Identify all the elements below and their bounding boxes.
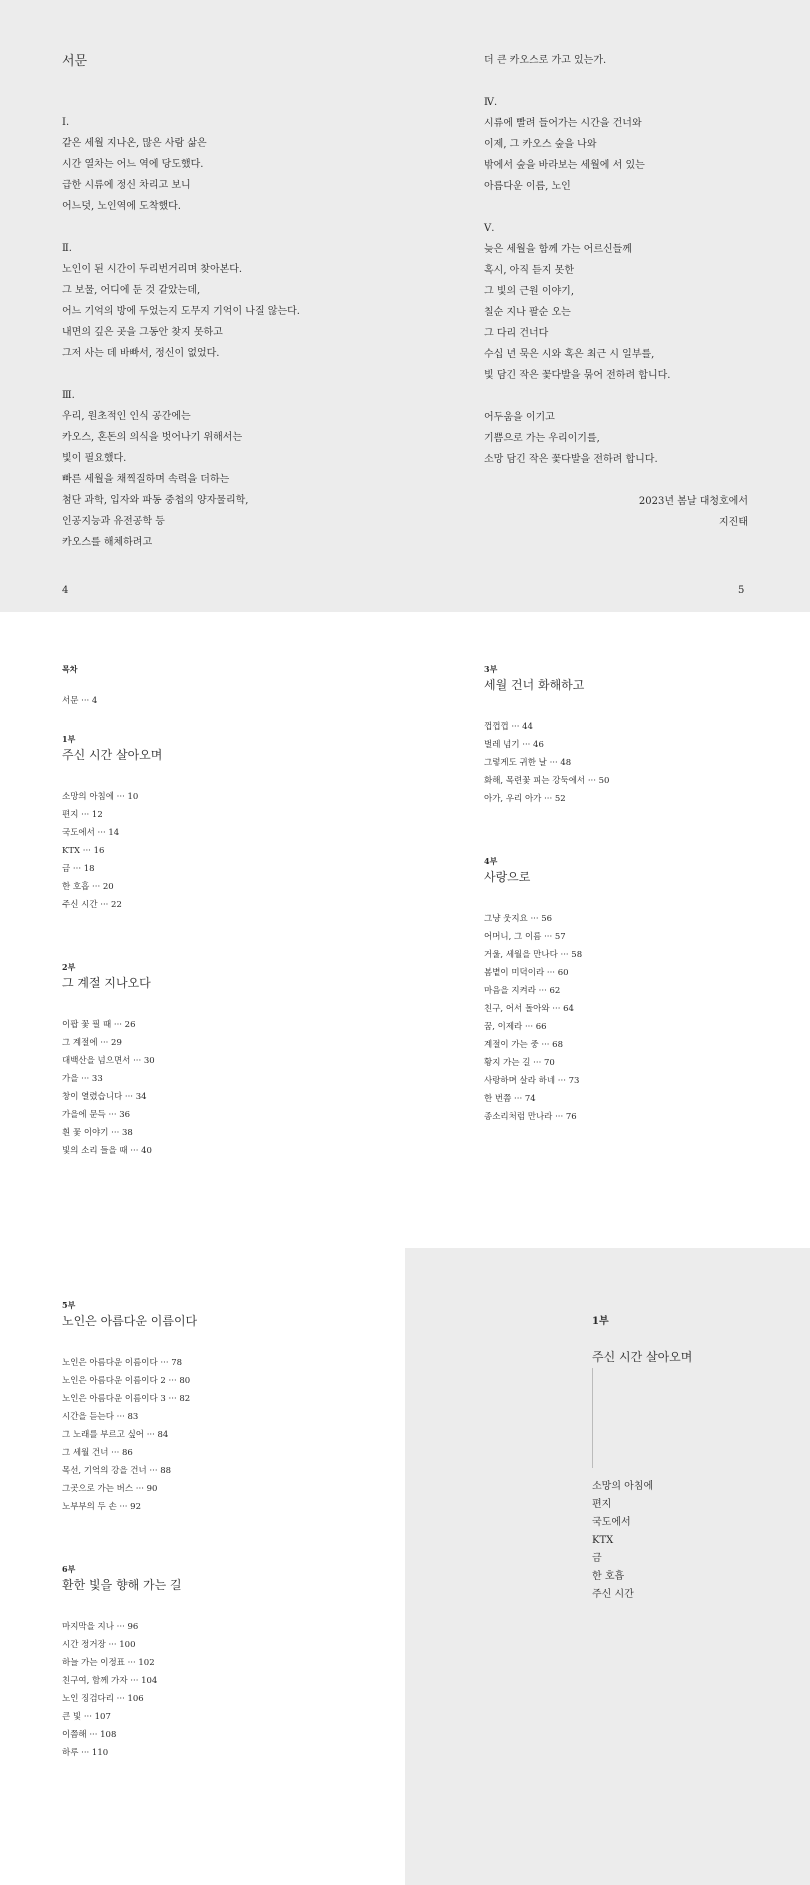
toc-entry: 마음을 지켜라 ··· 62: [484, 986, 561, 996]
preface-closing-line: 어두움을 이기고: [484, 412, 555, 423]
preface-section-numeral: Ⅲ.: [62, 390, 75, 401]
part-divider-list: [592, 1478, 653, 1604]
toc-part-1: [62, 732, 162, 960]
toc-entry: 하늘 가는 이정표 ··· 102: [62, 1658, 155, 1668]
toc-entry: 노인은 아름다운 이름이다 ··· 78: [62, 1358, 183, 1368]
preface-line: 칠순 지나 팔순 오는: [484, 307, 571, 318]
toc-part-2: [62, 960, 162, 1160]
toc-part-label: 6부: [62, 1564, 76, 1574]
preface-line: 시간 열차는 어느 역에 당도했다.: [62, 159, 204, 170]
toc-entry: 아가, 우리 아가 ··· 52: [484, 794, 566, 804]
toc-entry: 한 번쯤 ··· 74: [484, 1094, 536, 1104]
preface-line: 그저 사는 데 바빠서, 정신이 없었다.: [62, 348, 220, 359]
part-divider-item: 한 호흡: [592, 1571, 625, 1582]
toc-entry: 국도에서 ··· 14: [62, 828, 120, 838]
toc-entry: 창이 열렸습니다 ··· 34: [62, 1092, 147, 1102]
preface-line: 내면의 깊은 곳을 그동안 찾지 못하고: [62, 327, 223, 338]
preface-line: 카오스를 해체하려고: [62, 537, 153, 548]
toc-part-4: [484, 854, 609, 1126]
toc-entry: 그냥 웃지요 ··· 56: [484, 914, 553, 924]
preface-date-place: 2023년 봄날 대청호에서: [638, 496, 748, 507]
toc-entry: 주신 시간 ··· 22: [62, 900, 122, 910]
toc-entry: 화해, 목련꽃 피는 강둑에서 ··· 50: [484, 776, 610, 786]
toc-entry: 봄볕이 미덕이라 ··· 60: [484, 968, 569, 978]
toc-entry: 금 ··· 18: [62, 864, 95, 874]
toc-entry: 큰 빛 ··· 107: [62, 1712, 111, 1722]
toc-part-label: 5부: [62, 1300, 76, 1310]
preface-right-column: [484, 50, 670, 491]
toc-part-label: 2부: [62, 962, 76, 972]
preface-line: 급한 시류에 정신 차리고 보니: [62, 180, 191, 191]
toc-entry: 그 세월 건너 ··· 86: [62, 1448, 133, 1458]
toc-spread: [0, 612, 810, 1248]
toc-part-title: 사랑으로: [484, 870, 531, 884]
toc-entry: 그 노래를 부르고 싶어 ··· 84: [62, 1430, 169, 1440]
toc-entry: 마지막을 지나 ··· 96: [62, 1622, 139, 1632]
preface-line: 우리, 원초적인 인식 공간에는: [62, 411, 191, 422]
toc-entry: 가을에 문득 ··· 36: [62, 1110, 131, 1120]
part-divider-item: 국도에서: [592, 1517, 631, 1528]
toc-entry: 그렇게도 귀한 날 ··· 48: [484, 758, 572, 768]
toc-entry: 그 계절에 ··· 29: [62, 1038, 122, 1048]
toc-entry: 그곳으로 가는 버스 ··· 90: [62, 1484, 158, 1494]
preface-line: 노인이 된 시간이 두리번거리며 찾아본다.: [62, 264, 243, 275]
toc-part-label: 3부: [484, 664, 498, 674]
part-divider-item: 소망의 아침에: [592, 1481, 654, 1492]
toc-entry: 계절이 가는 중 ··· 68: [484, 1040, 563, 1050]
part-divider-heading: [592, 1314, 692, 1366]
toc-entry: 시간을 듣는다 ··· 83: [62, 1412, 139, 1422]
part-divider-label: 1부: [592, 1316, 609, 1327]
part-divider-item: 편지: [592, 1499, 612, 1510]
toc-entry: 거울, 세월을 만나다 ··· 58: [484, 950, 583, 960]
preface-line: 인공지능과 유전공학 등: [62, 516, 165, 527]
preface-author: 지진태: [719, 517, 748, 528]
toc-entry: 꿈, 이제라 ··· 66: [484, 1022, 547, 1032]
toc-part-title: 세월 건너 화해하고: [484, 678, 585, 692]
preface-left-column: [62, 52, 300, 553]
toc-entry: 편지 ··· 12: [62, 810, 103, 820]
preface-line: 어느 기억의 방에 두었는지 도무지 기억이 나질 않는다.: [62, 306, 300, 317]
toc-entry: 노인은 아름다운 이름이다 2 ··· 80: [62, 1376, 191, 1386]
preface-line: 어느덧, 노인역에 도착했다.: [62, 201, 181, 212]
preface-line: 카오스, 혼돈의 의식을 벗어나기 위해서는: [62, 432, 243, 443]
preface-line: 아름다운 이름, 노인: [484, 181, 571, 192]
preface-line: 같은 세월 지나온, 많은 사람 삶은: [62, 138, 207, 149]
toc-entry: 노인은 아름다운 이름이다 3 ··· 82: [62, 1394, 191, 1404]
preface-line: 빠른 세월을 채찍질하며 속력을 더하는: [62, 474, 230, 485]
preface-section-numeral: Ⅱ.: [62, 243, 72, 254]
preface-line: 더 큰 카오스로 가고 있는가.: [484, 55, 607, 66]
toc-part-3: [484, 662, 609, 854]
toc-entry: 한 호흡 ··· 20: [62, 882, 114, 892]
toc-entry: 벌레 넘기 ··· 46: [484, 740, 544, 750]
divider-rule: [592, 1368, 593, 1468]
toc-entry: 친구여, 함께 가자 ··· 104: [62, 1676, 158, 1686]
preface-line: 시류에 빨려 들어가는 시간을 건너와: [484, 118, 642, 129]
toc-part-title: 그 계절 지나오다: [62, 976, 151, 990]
preface-line: 빛 담긴 작은 꽃다발을 묶어 전하려 합니다.: [484, 370, 671, 381]
preface-closing-line: 기쁨으로 가는 우리이기를,: [484, 433, 600, 444]
preface-line: 빛이 필요했다.: [62, 453, 127, 464]
page-number-left: 4: [62, 585, 69, 596]
toc-entry: 노인 징검다리 ··· 106: [62, 1694, 144, 1704]
toc-preface-entry: 서문 ··· 4: [62, 696, 98, 706]
toc-part-6: [62, 1562, 197, 1762]
preface-line: 그 다리 건너다: [484, 328, 549, 339]
preface-closing-line: 소망 담긴 작은 꽃다발을 전하려 합니다.: [484, 454, 658, 465]
preface-line: 이제, 그 카오스 숲을 나와: [484, 139, 597, 150]
toc-entry: 껍껍껍 ··· 44: [484, 722, 533, 732]
part-divider-item: KTX: [592, 1535, 614, 1546]
preface-signature: [560, 491, 748, 533]
toc-part-title: 환한 빛을 향해 가는 길: [62, 1578, 182, 1592]
preface-line: 늦은 세월을 함께 가는 어르신들께: [484, 244, 632, 255]
toc-entry: 황지 가는 길 ··· 70: [484, 1058, 555, 1068]
preface-section-numeral: Ⅴ.: [484, 223, 495, 234]
part-divider-item: 금: [592, 1553, 602, 1564]
page-number-right: 5: [738, 585, 745, 596]
preface-line: 밖에서 숲을 바라보는 세월에 서 있는: [484, 160, 645, 171]
toc-entry: 어머니, 그 이름 ··· 57: [484, 932, 566, 942]
toc-left-column-2: [62, 1298, 197, 1762]
toc-entry: 친구, 어서 돌아와 ··· 64: [484, 1004, 574, 1014]
preface-line: 그 빛의 근원 이야기,: [484, 286, 574, 297]
toc-entry: 이쯤해 ··· 108: [62, 1730, 117, 1740]
toc-entry: KTX ··· 16: [62, 846, 105, 856]
toc-entry: 노부부의 두 손 ··· 92: [62, 1502, 141, 1512]
preface-line: 그 보물, 어디에 둔 것 같았는데,: [62, 285, 201, 296]
preface-line: 수십 년 묵은 시와 혹은 최근 시 일부를,: [484, 349, 655, 360]
toc-entry: 사랑하며 살라 하네 ··· 73: [484, 1076, 580, 1086]
toc-entry: 가을 ··· 33: [62, 1074, 103, 1084]
toc-entry: 하루 ··· 110: [62, 1748, 109, 1758]
toc-entry: 시간 정거장 ··· 100: [62, 1640, 136, 1650]
part-divider-item: 주신 시간: [592, 1589, 634, 1600]
toc-right-column: [484, 662, 609, 1126]
toc-part-title: 주신 시간 살아오며: [62, 748, 163, 762]
toc-divider-spread: [0, 1248, 810, 1885]
toc-part-5: [62, 1298, 197, 1562]
toc-entry: 빛의 소리 들을 때 ··· 40: [62, 1146, 152, 1156]
toc-part-label: 1부: [62, 734, 76, 744]
toc-entry: 소망의 아침에 ··· 10: [62, 792, 139, 802]
preface-section-numeral: Ⅰ.: [62, 117, 70, 128]
toc-part-title: 노인은 아름다운 이름이다: [62, 1314, 198, 1328]
preface-title: 서문: [62, 54, 88, 69]
preface-line: 첨단 과학, 입자와 파동 중첩의 양자물리학,: [62, 495, 249, 506]
toc-entry: 종소리처럼 만나라 ··· 76: [484, 1112, 577, 1122]
toc-heading: 목차: [62, 664, 78, 674]
preface-line: 혹시, 아직 듣지 못한: [484, 265, 574, 276]
toc-left-column: [62, 662, 162, 1160]
preface-section-numeral: Ⅳ.: [484, 97, 498, 108]
toc-entry: 이팝 꽃 필 때 ··· 26: [62, 1020, 136, 1030]
preface-spread: [0, 0, 810, 612]
toc-part-label: 4부: [484, 856, 498, 866]
toc-entry: 목선, 기억의 강을 건너 ··· 88: [62, 1466, 172, 1476]
toc-entry: 대백산을 넘으면서 ··· 30: [62, 1056, 155, 1066]
part-divider-title: 주신 시간 살아오며: [592, 1350, 693, 1364]
toc-entry: 흰 꽃 이야기 ··· 38: [62, 1128, 133, 1138]
